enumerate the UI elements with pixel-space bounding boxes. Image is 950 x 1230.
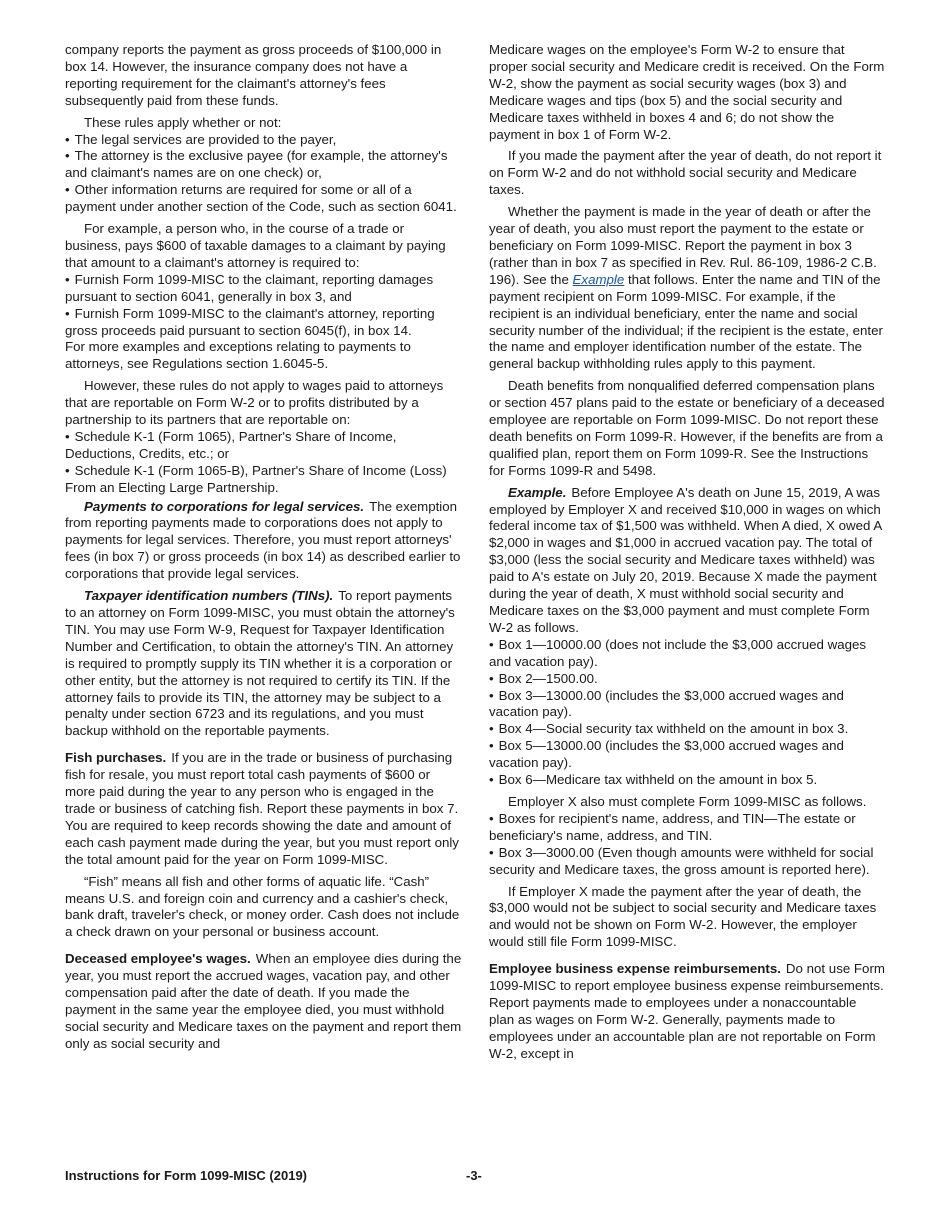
- bullet-list: [65, 429, 463, 497]
- footer-title: Instructions for Form 1099-MISC (2019): [65, 1168, 307, 1183]
- list-item: • Other information returns are required for some or all of a payment under another section of the Code, such as section 6041.: [65, 182, 463, 216]
- paragraph: If Employer X made the payment after the year of death, the $3,000 would not be subject to social security and Medicare taxes and would not be shown on Form W-2. However, the employer would still file Form 1099-MISC.: [489, 883, 877, 950]
- tin-heading: Taxpayer identification numbers (TINs).: [84, 588, 334, 604]
- paragraph: “Fish” means all fish and other forms of aquatic life. “Cash” means U.S. and foreign coin and currency and a cashier's check, bank draft, traveler's check, or money order. Cash does not include a check drawn on your personal or business account.: [65, 873, 460, 940]
- list-item: • The attorney is the exclusive payee (for example, the attorney's and claimant's names are on one check) or,: [65, 148, 463, 182]
- fish-text: If you are in the trade or business of purchasing fish for resale, you must report total cash payments of $600 or more paid during the year to any person who is engaged in the trade or business of catching fish. Report these payments in box 7. You are required to keep records showing the date and amount of each cash payment made during the year, but you must report only the total amount paid for the year on Form 1099-MISC.: [65, 750, 459, 867]
- fish-section: [65, 750, 463, 868]
- employee-expense-section: [489, 961, 885, 1062]
- example-text: Before Employee A's death on June 15, 2019, A was employed by Employer X and received $10,000 in wages on which federal income tax of $1,500 was withheld. When A died, X owed A $2,000 in wages and $1,000 in accrued vacation pay. The total of $3,000 (less the social security and Medicare taxes withheld) was paid to A's estate on July 20, 2019. Because X made the payment during the year of death, X must withhold social security and Medicare taxes on the $3,000 payment and must complete Form W-2 as follows.: [489, 484, 882, 635]
- corp-heading: Payments to corporations for legal services.: [84, 498, 365, 514]
- list-item: • Boxes for recipient's name, address, and TIN—The estate or beneficiary's name, address, and TIN.: [489, 811, 885, 845]
- left-column: [65, 42, 463, 1058]
- paragraph: [489, 204, 885, 373]
- corp-text: The exemption from reporting payments made to corporations does not apply to payments for legal services. Therefore, you must report attorneys' fees (in box 7) or gross proceeds (in box 14) as described earlier to corporations that provide legal services.: [65, 498, 461, 582]
- bullet-list: [65, 132, 463, 217]
- paragraph: company reports the payment as gross proceeds of $100,000 in box 14. However, the insurance company does not have a reporting requirement for the claimant's attorney's fees subsequently paid from these funds.: [65, 42, 442, 108]
- employee-expense-text: Do not use Form 1099-MISC to report employee business expense reimbursements. Report payments made to employees under a nonaccountable plan as wages on Form W-2. Generally, payments made to employees under an accountable plan are not reportable on Form W-2, except in: [489, 961, 885, 1061]
- tin-section: [65, 588, 463, 740]
- bullet-list: [65, 272, 463, 340]
- right-column: [489, 42, 885, 1068]
- list-item: • Box 6—Medicare tax withheld on the amount in box 5.: [489, 772, 885, 789]
- list-item: • Box 2—1500.00.: [489, 671, 885, 688]
- bullet-list: [489, 637, 885, 789]
- paragraph: Death benefits from nonqualified deferred compensation plans or section 457 plans paid to the estate or beneficiary of a deceased employee are reportable on Form 1099-MISC. Do not report these death benefits on Form 1099-R. However, if the benefits are from a qualified plan, report them on Form 1099-R. See the Instructions for Forms 1099-R and 5498.: [489, 378, 885, 478]
- paragraph-text: that follows. Enter the name and TIN of the payment recipient on Form 1099-MISC. For example, if the recipient is an individual beneficiary, enter the name and social security number of the individual; if the recipient is the estate, enter the name and employer identification number of the estate. The general backup withholding rules apply to this payment.: [489, 271, 883, 372]
- paragraph: Employer X also must complete Form 1099-MISC as follows.: [508, 793, 867, 809]
- tin-text: To report payments to an attorney on Form 1099-MISC, you must obtain the attorney's TIN. You may use Form W-9, Request for Taxpayer Identification Number and Certification, to obtain the attorney's TIN. An attorney is required to promptly supply its TIN whether it is a corporation or other entity, but the attorney is not required to certify its TIN. If the attorney fails to provide its TIN, the attorney may be subject to a penalty under section 6723 and its regulations, and you must backup withhold on the reportable payments.: [65, 588, 455, 739]
- employee-expense-heading: Employee business expense reimbursements.: [489, 961, 781, 977]
- list-item: • Box 4—Social security tax withheld on the amount in box 3.: [489, 721, 885, 738]
- list-item: • Schedule K-1 (Form 1065-B), Partner's Share of Income (Loss) From an Electing Large Partnership.: [65, 463, 463, 497]
- paragraph: However, these rules do not apply to wages paid to attorneys that are reportable on Form W-2 or to profits distributed by a partnership to its partners that are reportable on:: [65, 378, 444, 428]
- list-item: • Box 3—3000.00 (Even though amounts were withheld for social security and Medicare taxes, the gross amount is reported here).: [489, 845, 885, 879]
- paragraph: These rules apply whether or not:: [84, 114, 282, 130]
- page-number: -3-: [466, 1168, 482, 1183]
- corp-section: [65, 499, 463, 584]
- list-item: • Box 3—13000.00 (includes the $3,000 accrued wages and vacation pay).: [489, 688, 885, 722]
- deceased-text: When an employee dies during the year, you must report the accrued wages, vacation pay, and other compensation paid after the date of death. If you made the payment in the same year the employee died, you must withhold social security and Medicare taxes on the payment and report them only as social security and: [65, 951, 462, 1051]
- list-item: • Furnish Form 1099-MISC to the claimant, reporting damages pursuant to section 6041, generally in box 3, and: [65, 272, 463, 306]
- paragraph: Medicare wages on the employee's Form W-2 to ensure that proper social security and Medicare credit is received. On the Form W-2, show the payment as social security wages (box 3) and Medicare wages and tips (box 5) and the social security and Medicare taxes withheld in boxes 4 and 6; do not show the payment in box 1 of Form W-2.: [489, 42, 885, 142]
- example-section: [489, 485, 885, 637]
- fish-heading: Fish purchases.: [65, 750, 167, 766]
- paragraph: For more examples and exceptions relating to payments to attorneys, see Regulations section 1.6045-5.: [65, 339, 411, 372]
- paragraph-text: Whether the payment is made in the year of death or after the year of death, you also must report the payment to the estate or beneficiary on Form 1099-MISC. Report the payment in box 3 (rather than in box 7 as specified in Rev. Rul. 86-109, 1986-2 C.B. 196). See the: [489, 204, 877, 287]
- example-link[interactable]: Example: [572, 271, 625, 287]
- list-item: • Schedule K-1 (Form 1065), Partner's Share of Income, Deductions, Credits, etc.; or: [65, 429, 463, 463]
- list-item: • Box 1—10000.00 (does not include the $3,000 accrued wages and vacation pay).: [489, 637, 885, 671]
- paragraph: For example, a person who, in the course of a trade or business, pays $600 of taxable damages to a claimant by paying that amount to a claimant's attorney is required to:: [65, 221, 446, 270]
- deceased-heading: Deceased employee's wages.: [65, 951, 251, 967]
- list-item: • Box 5—13000.00 (includes the $3,000 accrued wages and vacation pay).: [489, 738, 885, 772]
- deceased-section: [65, 951, 463, 1052]
- paragraph: If you made the payment after the year of death, do not report it on Form W-2 and do not withhold social security and Medicare taxes.: [489, 148, 882, 198]
- list-item: • Furnish Form 1099-MISC to the claimant's attorney, reporting gross proceeds paid pursuant to section 6045(f), in box 14.: [65, 306, 463, 340]
- example-heading: Example.: [508, 484, 567, 500]
- list-item: • The legal services are provided to the payer,: [65, 132, 463, 149]
- bullet-list: [489, 811, 885, 879]
